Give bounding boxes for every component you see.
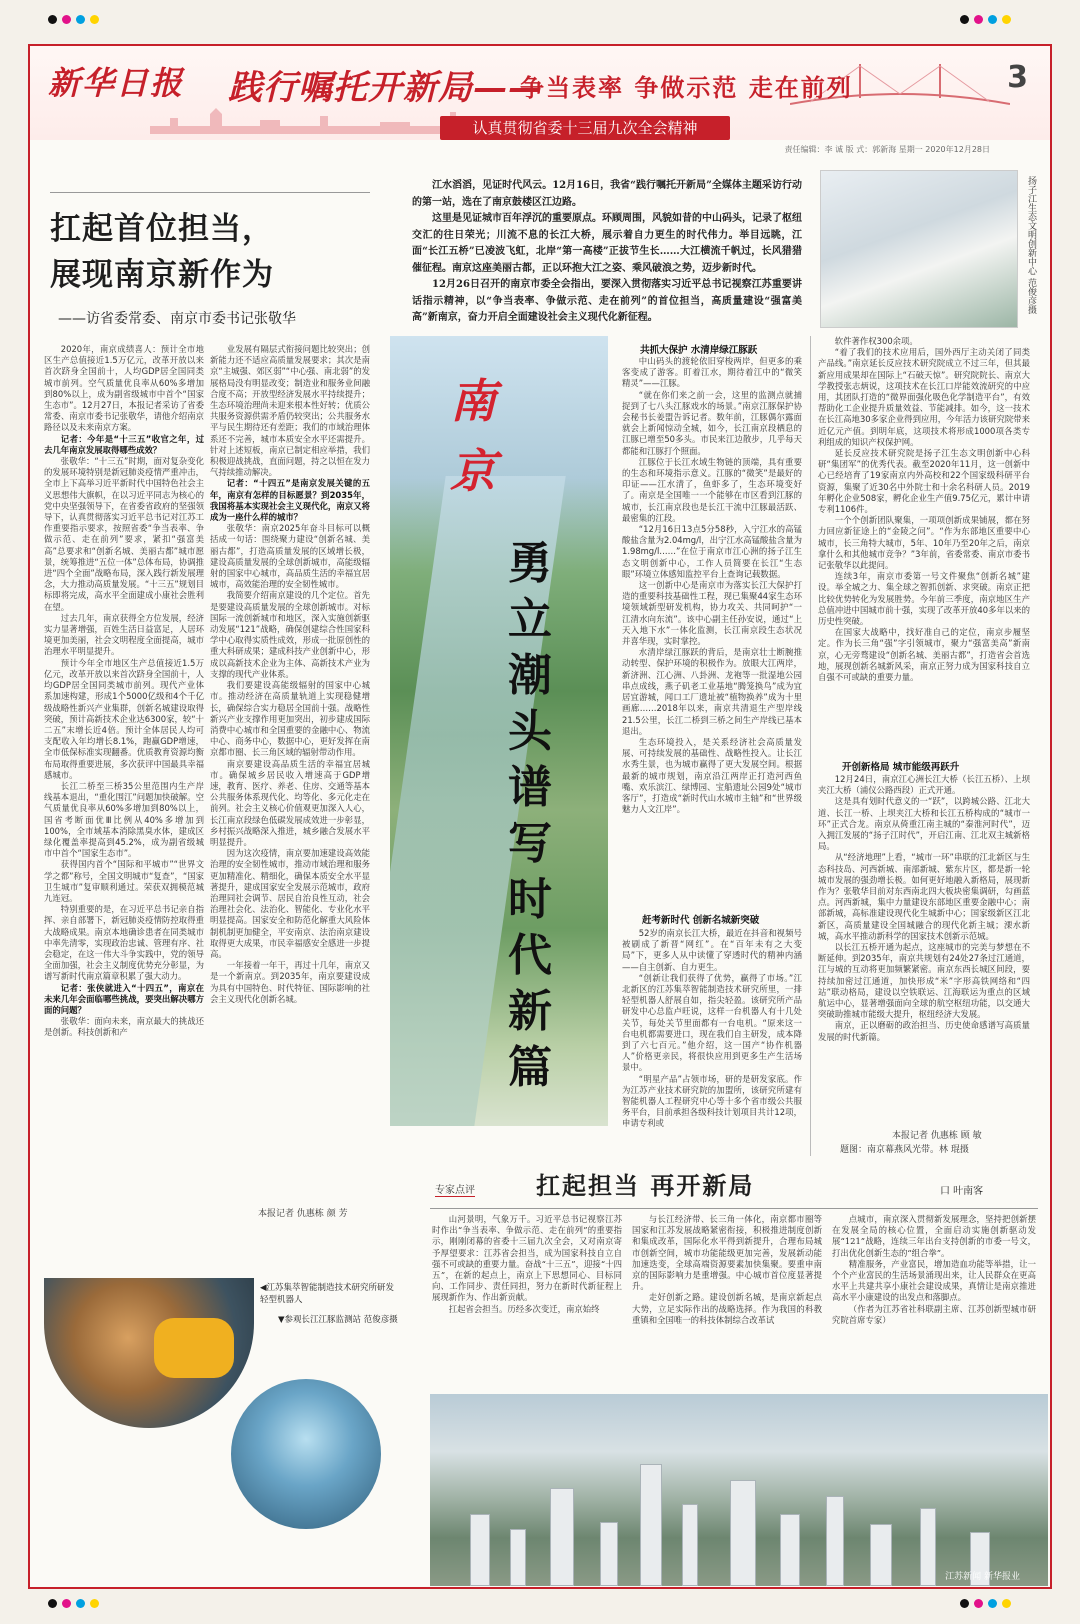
paragraph: 这一创新中心是南京市为落实长江大保护打造的重要科技基础性工程，现已集聚44家生态环境领域新型研发机构，协力攻关、共同呵护“一江清水向东流”。该中心副主任孙安说，通过“上天入地下水”一体化监测，长江南京段生态状况并喜华现，实时掌控。	[622, 580, 802, 647]
feature-column-a	[622, 356, 802, 904]
paragraph: “创新让我们获得了优势，赢得了市场。”江北新区的江苏集萃智能制造技术研究所里，一排轻型机器人舒展自如，指尖轻盈。该研究所产品研发中心总监卢旺说，这样一台机器人有十几处关节，每处关节里面都有一台电机。“原来这一台电机都需要进口，现在我们自主研发，成本降到了六七百元。”他介绍，这一国产“协作机器人”价格更亲民，将很快应用到更多生产生活场景中。	[622, 972, 802, 1073]
divider	[50, 192, 370, 193]
feature-column-b2	[818, 774, 1030, 1126]
paragraph: 因为这次疫情，南京要加速建设高效能治理的安全韧性城市，推动市域治理和服务更加精准化、精细化，确保本质安全水平显著提升，建成国家安全发展示范城市，政府治理同社会调节、居民自治良性互动，社会治理社会化、法治化、智能化、专业化水平明显提高。国家安全和防范化解重大风险体制机制更加健全，平安南京、法治南京建设取得更大成果，市民幸福感安全感进一步提高。	[210, 848, 370, 959]
paragraph: 2020年，南京成绩喜人：预计全市地区生产总值接近1.5万亿元，改革开放以来首次跻身全国前十，人均GDP居全国同类城市前列。空气质量优良率从60%多增加到80%以上，成为副省级城市中首个“国家生态市”。12月27日，本报记者采访了省委常委、南京市委书记张敬华，请他介绍南京路径以及未来南京方案。	[44, 344, 204, 433]
paragraph: 走好创新之路。建设创新名城，是南京新起点大势，立足实际作出的战略选择。作为我国的科教重镇和全国唯一的科技体制综合改革试	[632, 1292, 822, 1325]
robot-arm-graphic	[154, 1318, 234, 1378]
paragraph: 南京要建设高品质生活的幸福宜居城市。确保城乡居民收入增速高于GDP增速，教育、医疗、养老、住房、交通等基本公共服务体系现代化、均等化、多元化走在前列。社会主义核心价值观更加深入人心，长江南京段绿色低碳发展成效进一步彰显，乡村振兴战略深入推进，城乡融合发展水平明显提升。	[210, 758, 370, 847]
section-heading: 共抓大保护 水清岸绿江豚跃	[640, 345, 758, 356]
paragraph: “着了我们的技术应用后，国外西厅主动关闭了同类产品线。”南京延长反应技术研究院成立不过三年，但其最新应用成果却在国际上“石破天惊”。研究院院长、南京大学教授张志炳说，这项技术在长江口岸能效流研究的中应用，其团队打造的“微界面强化吸色化学制造平台”，有效帮助化工企业提升质量效益、节能减排。如今，这一技术在长江高地30多家企业得到应用，今年活力该研究院带来近亿元产值。到明年底，这项技术将形成1000项各类专利组成的知识产权保护网。	[818, 347, 1030, 447]
commentary-column-1	[432, 1214, 622, 1388]
interview-column-2	[210, 344, 370, 1204]
page-number: 3	[1007, 60, 1028, 95]
section-heading: 开创新格局 城市能级再跃升	[842, 762, 960, 773]
paragraph: 水清岸绿江豚跃的背后，是南京壮士断腕推动转型、保护环境的积极作为。放眼大江两岸，新济洲、江心洲、八卦洲、龙袍等一批湿地公园串点成线，燕子矶老工业基地“腾笼换鸟”成为宜居宜游城，闻口工厂遗址被“植物换养”成为十里画廊……2018年以来，南京共清退生产型岸线21.5公里，长江二桥到三桥之间生产岸线已基本退出。	[622, 647, 802, 736]
paragraph: 一年接着一年干，再过十几年，南京又是一个新南京。到2035年，南京要建设成为具有中国特色、时代特征、国际影响的社会主义现代化创新名城。	[210, 960, 370, 1004]
newspaper-page	[28, 44, 1052, 1589]
divider	[430, 1208, 1038, 1209]
paragraph: 获得国内首个“国际和平城市”“世界文学之都”称号，全国文明城市“复查”，“国家卫生城市”复审顺利通过。荣获双拥模范城九连冠。	[44, 859, 204, 903]
headline-line-1: 扛起首位担当，	[50, 211, 274, 247]
commentary-column-3	[832, 1214, 1036, 1388]
theme-ribbon: 认真贯彻省委十三届九次全会精神	[440, 116, 730, 140]
lead-paragraph: 12月26日召开的南京市委全会指出，要深入贯彻落实习近平总书记视察江苏重要讲话指示精神，以“争当表率、争做示范、走在前列”的首位担当，高质量建设“强富美高”新南京，奋力开启全面建设社会主义现代化新征程。	[412, 279, 802, 323]
building	[826, 1496, 844, 1586]
paragraph: 从“经济地理”上看，“城市一环”串联的江北新区与生态科技岛、河西新城、南部新城、紫东片区，都是新一轮城市发展的强劲增长极。如何更好地融入新格局，展现新作为？张敬华目前对东西南北四大板块密集调研，勾画蓝点。河西新城，集中力量建设东部地区重要金融中心；南部新城，高标准建设现代化生城新中心；国家级新区江北新区，高质量建设全国城融合的现代化新主城；溧水新城，高水平推动新科学的国家技术创新示范城。	[818, 852, 1030, 941]
building	[920, 1508, 936, 1586]
registration-marks-bottom	[0, 1598, 1080, 1610]
section-heading: 赶考新时代 创新名城新突破	[642, 915, 760, 926]
paragraph: “明星产品”占领市场，研的是研发家底。作为江苏产业技术研究院的加盟所，该研究所建有智能机器人工程研究中心等十多个省市级公共服务平台，目前承担各级科技计划项目共计12项，申请专利或	[622, 1073, 802, 1129]
building	[600, 1522, 618, 1586]
question: 记者：今年是“十三五”收官之年，过去几年南京发展取得哪些成效？	[44, 433, 204, 455]
question: 记者：张侠就进入“十四五”，南京在未来几年会面临哪些挑战，要突出解决哪方面的问题？	[44, 982, 204, 1015]
building	[550, 1488, 574, 1586]
robot-lab-photo	[44, 1278, 254, 1428]
feature-title-image	[390, 336, 608, 1126]
feature-headline: 勇立潮头谱写时代新篇	[508, 538, 552, 1093]
robot-photo-caption: ◀江苏集萃智能制造技术研究所研发轻型机器人	[260, 1283, 395, 1305]
column-rule	[810, 336, 811, 1156]
interview-subhead: ——访省委常委、南京市委书记张敬华	[58, 311, 296, 327]
paragraph: 中山码头的渡轮依旧穿梭两岸，但更多的乘客变成了游客。盯着江水，期待着江中的“微笑精灵”——江豚。	[622, 356, 802, 389]
innovation-center-photo	[820, 170, 1018, 328]
registration-marks-top	[0, 14, 1080, 26]
paragraph: 这是具有划时代意义的一“跃”，以跨城公路、江北大道、长江一桥、上坝夹江大桥和长江五桥构成的“城市一环”正式合龙。南京从倚重江南主城的“秦淮河时代”，迈入拥江发展的“扬子江时代”，开启江南、江北双主城新格局。	[818, 796, 1030, 852]
paragraph: 业发展有隔层式衔接问题比较突出；创新能力还不适应高质量发展要求；其次是南京“主城强、郊区弱”“中心强、南北弱”的发展格局没有明显改变；制造业和服务业间融合度不高；开放型经济发展水平持续提升；生态环境治理尚未迎来根本性好转；优质公共服务资源供需矛盾仍较突出；公共服务水平与民生期待还有差距；我们的市域治理体系还不完善，城市本质安全水平还需提升。针对上述短板，南京已制定相应举措，我们积极迎战挑战，直面问题，持之以恒在发力气持续推动解决。	[210, 344, 370, 478]
lead-paragraph: 这里是见证城市百年浮沉的重要原点。环顾周围，风貌如昔的中山码头，记录了枢纽交汇的往日荣光；川流不息的长江大桥，展示着自力更生的时代伟力。举目远眺，江面“长江五桥”已凌波飞虹，北岸“第一高楼”正拔节生长……大江横流千帆过，长风猎猎催征程。南京这座美丽古都，正以环抱大江之姿、乘风破浪之势，迈步新时代。	[412, 213, 802, 274]
city-title: 南京	[450, 374, 496, 498]
paragraph: “就在你们来之前一会，这里的监测点就捕捉到了七八头江豚戏水的场景。”南京江豚保护协会秘书长姜盟告诉记者。数年前，江豚偶尔露面就会上新闻惊动全城，如今，长江南京段栖息的江豚已增至50多头。市民来江边散步，几乎每天都能和江豚打个照面。	[622, 389, 802, 456]
column-slogan-sub: 争当表率 争做示范 走在前列	[520, 73, 853, 102]
dolphin-station-photo	[228, 1376, 384, 1532]
paragraph: 张敬华：面向未来，南京最大的挑战还是创新。科技创新和产	[44, 1016, 204, 1038]
paragraph: 生态环境投入，是关系经济社会高质量发展、可持续发展的基础性、战略性投入。让长江水秀生景，也为城市赢得了更大发展空间。根据最新的城市规划，南京沿江两岸正打造河西鱼嘴、欢乐滨江、绿博园、宝船遗址公园9处“城市客厅”，打造成“新时代山水城市主轴”和“世界级魅力人文江岸”。	[622, 736, 802, 815]
paragraph: 长江二桥至三桥35公里范围内生产岸线基本退出，“重化围江”问题加快破解。空气质量优良率从60%多增加到80%以上，国省考断面优Ⅲ比例从40%多增加到100%，全市域基本消除黑臭水体，建成区绿化覆盖率提高到45.2%，成为副省级城市中首个“国家生态市”。	[44, 780, 204, 859]
paragraph: 在国家大战略中，找好准自己的定位，南京步履坚定。作为长三角“强”字引领城市，聚力“强富美高”新南京，心无旁骛建设“创新名城、美丽古都”，打造省会首选地，展现创新名城新风采，南京正努力成为国家科技自立自强不可或缺的重要力量。	[818, 627, 1030, 683]
building	[510, 1529, 526, 1586]
paragraph: 52岁的南京长江大桥，最近在抖音和视频号被刷成了新晋“网红”。在“百年未有之大变局”下，更多人从中读懂了穿透时代的精神内涵——自主创新、自力更生。	[622, 928, 802, 972]
feature-lead	[412, 178, 802, 327]
interview-headline	[50, 206, 370, 298]
paragraph: 与长江经济带、长三角一体化，南京都市圈等国家和江苏发展战略紧密衔接，积极推进制度创新和集成改革，国际化水平得到新提升，合理布局城市创新空间，城市功能能级更加完善，发展新动能加速迭变，全球高端资源要素加快集聚。要重申南京的国际影响力是重增强。中心城市首位度显著提升。	[632, 1214, 822, 1292]
headline-line-2: 展现南京新作为	[50, 257, 274, 293]
top-photo-caption: 扬子江生态文明创新中心 范俊彦摄	[1026, 176, 1036, 314]
monitor-photo-caption: ▼参观长江江豚监测站 范俊彦摄	[278, 1315, 398, 1325]
building	[470, 1514, 490, 1586]
paragraph: 江豚位于长江水域生物链的顶端，具有重要的生态和环境指示意义。江豚的“微笑”是最好的印证——江水清了，鱼虾多了，生态环境变好了。南京是全国唯一一个能够在市区看到江豚的城市，长江南京段也是长江干流中江豚最活跃、最密集的江段。	[622, 456, 802, 523]
feature-column-a2	[622, 928, 802, 1152]
commentary-column-2	[632, 1214, 822, 1388]
photo-watermark: 江苏新闻 新华报业	[945, 1572, 1020, 1582]
column-slogan: 践行嘱托开新局——	[228, 68, 543, 108]
paragraph: 预计今年全市地区生产总值接近1.5万亿元，改革开放以来首次跻身全国前十，人均GDP居全国同类城市前列。现代产业体系加速构建，形成1个5000亿级和4个千亿级战略性新兴产业集群，创新名城建设取得突破，预计高新技术企业达6300家，较“十二五”末增长近4倍。预计全体居民人均可支配收入年均增长8.1%，跑赢GDP增速，全市低保标准实现翻番。优质教育资源均衡布局取得重要进展，多次获评中国最具幸福感城市。	[44, 657, 204, 780]
editor-credits: 责任编辑：李 诚 版 式：郭新海 星期一 2020年12月28日	[784, 145, 990, 154]
paragraph: 连续3年，南京市委第一号文件聚焦“创新名城”建设。举全城之力、集全球之智抓创新、求突破。南京正把比较优势转化为发展胜势。今年前三季度，南京地区生产总值冲进中国城市前十强，实现了改革开放40多年以来的历史性突破。	[818, 571, 1030, 627]
photo-credit: 题图：南京幕燕风光带。林 琨摄	[840, 1145, 969, 1155]
feature-column-b	[818, 336, 1030, 754]
feature-reporters: 本报记者 仇惠栋 顾 敏	[892, 1131, 982, 1141]
paragraph: （作者为江苏省社科联副主席、江苏创新型城市研究院首席专家）	[832, 1303, 1036, 1325]
paragraph: 山河景明，气象万千。习近平总书记视察江苏时作出“争当表率、争做示范、走在前列”的重要指示，刚刚闭幕的省委十三届九次全会，又对南京寄予厚望要求：江苏省会担当，成为国家科技自立自强不可或缺的重要力量。奋战“十三五”，迎接“十四五”，在新的起点上，南京上下思想同心、目标同向、工作同步、责任同担，努力在新时代新征程上展现新作为、作出新贡献。	[432, 1214, 622, 1303]
interview-reporters: 本报记者 仇惠栋 颜 芳	[258, 1209, 348, 1219]
commentary-tag: 专家点评	[435, 1181, 475, 1197]
interview-column-1	[44, 344, 204, 1214]
paragraph: 张敬华：“十三五”时期，面对复杂变化的发展环境特别是新冠肺炎疫情严重冲击，全市上下高举习近平新时代中国特色社会主义思想伟大旗帜，在以习近平同志为核心的党中央坚强领导下，在省委省政府的坚强领导下，认真贯彻落实习近平总书记对江苏工作重要指示要求，按照省委“争当表率、争做示范、走在前列”要求，紧扣“强富美高”总要求和“创新名城、美丽古都”城市愿景，统筹推进“五位一体”总体布局，协调推进“四个全面”战略布局，深入践行新发展理念，大力推动高质量发展。“十三五”规划目标即将完成，高水平全面建成小康社会胜利在望。	[44, 456, 204, 612]
paragraph: 我简要介绍南京建设的几个定位。首先是要建设高质量发展的全球创新城市。对标国际一流创新城市和地区，深入实施创新驱动发展“121”战略，确保创建综合性国家科学中心取得实质性成效，形成一批原创性的重大科研成果；建成科技产业创新中心，形成以高新技术企业为主体、高新技术产业为支撑的现代产业体系。	[210, 590, 370, 679]
newspaper-logo: 新华日报	[48, 64, 185, 102]
commentary-author: 口 叶南客	[940, 1186, 984, 1197]
building	[780, 1514, 800, 1586]
paragraph: 12月24日，南京江心洲长江大桥（长江五桥）、上坝夹江大桥（浦仪公路西段）正式开通。	[818, 774, 1030, 796]
paragraph: 扛起省会担当。历经多次变迁，南京始终	[448, 1303, 600, 1314]
paragraph: 我们要建设高能级辐射的国家中心城市。推动经济在高质量轨道上实现稳健增长，确保综合实力稳居全国前十强。战略性新兴产业支撑作用更加突出，初步建成国际消费中心城市和全国重要的金融中心、物流中心、商务中心，数据中心，更好发挥在南京都市圈、长三角区域的辐射带动作用。	[210, 680, 370, 758]
masthead	[30, 46, 1050, 140]
paragraph: 以长江五桥开通为起点，这座城市的完美与梦想在不断延伸。到2035年，南京共规划有24处27条过江通道，江与城的互动将更加频繁紧密。南京东西长城区间段，要持续加密过江通道，加快形成“米”字形高铁网络和“四站”联动格局，建设以空铁联运、江海联运为重点的区域航运中心，显著增强面向全球的航空枢纽功能，以交通大突破助推城市能级大提升，枢纽经济大发展。	[818, 942, 1030, 1020]
city-skyline-photo	[430, 1394, 1048, 1586]
paragraph: 延长反应技术研究院是扬子江生态文明创新中心科研“集团军”的优秀代表。截至2020年11月，这一创新中心已经培育了19家南京内外高校和22个国家级科研平台资源，集聚了近30名中外院士和十余名科研人员。2019年孵化企业508家，孵化企业生产值9.75亿元，累计申请专利1106件。	[818, 448, 1030, 515]
paragraph: 张敬华：南京2025年奋斗目标可以概括成一句话：围绕聚力建设“创新名城、美丽古都”，打造高质量发展的区域增长极，建设高质量发展的全球创新城市，高能级辐射的国家中心城市，高品质生活的幸福宜居城市，高效能治理的安全韧性城市。	[210, 523, 370, 590]
paragraph: 过去几年，南京获得全方位发展，经济实力显著增强，百姓生活日益富足，人居环境更加美丽，社会文明程度全面提高，城市治理水平明显提升。	[44, 612, 204, 657]
paragraph: 特别重要的是，在习近平总书记亲自指挥、亲自部署下，新冠肺炎疫情防控取得重大战略成果。南京本地确诊患者在同类城市中率先清零，实现政治忠诚、管理有序、社会稳定，在这一伟大斗争实践中，党的领导全面加强，社会主义制度优势充分彰显，为谱写新时代南京篇章积累了强大动力。	[44, 904, 204, 982]
paragraph: “12月16日13点5分58秒，入宁江水的高锰酸盐含量为2.04mg/l，出宁江水高锰酸盐含量为1.98mg/l……”在位于南京市江心洲的扬子江生态文明创新中心，工作人员简要在长江“生态眼”环境立体感知监控平台上查询记载数据。	[622, 524, 802, 579]
building	[730, 1480, 756, 1586]
building	[640, 1464, 662, 1586]
building	[682, 1504, 698, 1586]
paragraph: 软件著作权300余项。	[834, 336, 918, 346]
paragraph: 点城市，南京深入贯彻新发展理念，坚持把创新摆在发展全局的核心位置，全面启动实施创新驱动发展“121”战略，连续三年出台支持创新的市委一号文，打出优化创新生态的“组合拳”。	[832, 1214, 1036, 1258]
commentary-title: 扛起担当 再开新局	[536, 1171, 755, 1200]
building	[870, 1524, 892, 1586]
lead-paragraph: 江水滔滔，见证时代风云。12月16日，我省“践行嘱托开新局”全媒体主题采访行动的第一站，选在了南京鼓楼区江边路。	[412, 180, 802, 208]
question: 记者：“十四五”是南京发展关键的五年，南京有怎样的目标愿景？到2035年，我国将基本实现社会主义现代化，南京又将成为一座什么样的城市？	[210, 478, 370, 523]
paragraph: 精准服务，产业富民，增加造血功能等举措，让一个个产业富民的生活场景涌现出来，让人民群众在更高水平上共建共享小康社会建设成果，真情让是南京推进高水平小康建设的出发点和落脚点。	[832, 1258, 1036, 1303]
paragraph: 南京，正以磨砺的政治担当、历史使命感谱写高质量发展的时代新篇。	[818, 1020, 1030, 1042]
paragraph: 一个个创新团队聚集，一项项创新成果铺展，都在努力回应新征途上的“金陵之问”。“作为东部地区重要中心城市，长三角特大城市，5年、10年乃至20年之后，南京拿什么和其他城市竞争？”3年前，省委常委、南京市委书记张敬华以此提问。	[818, 515, 1030, 571]
